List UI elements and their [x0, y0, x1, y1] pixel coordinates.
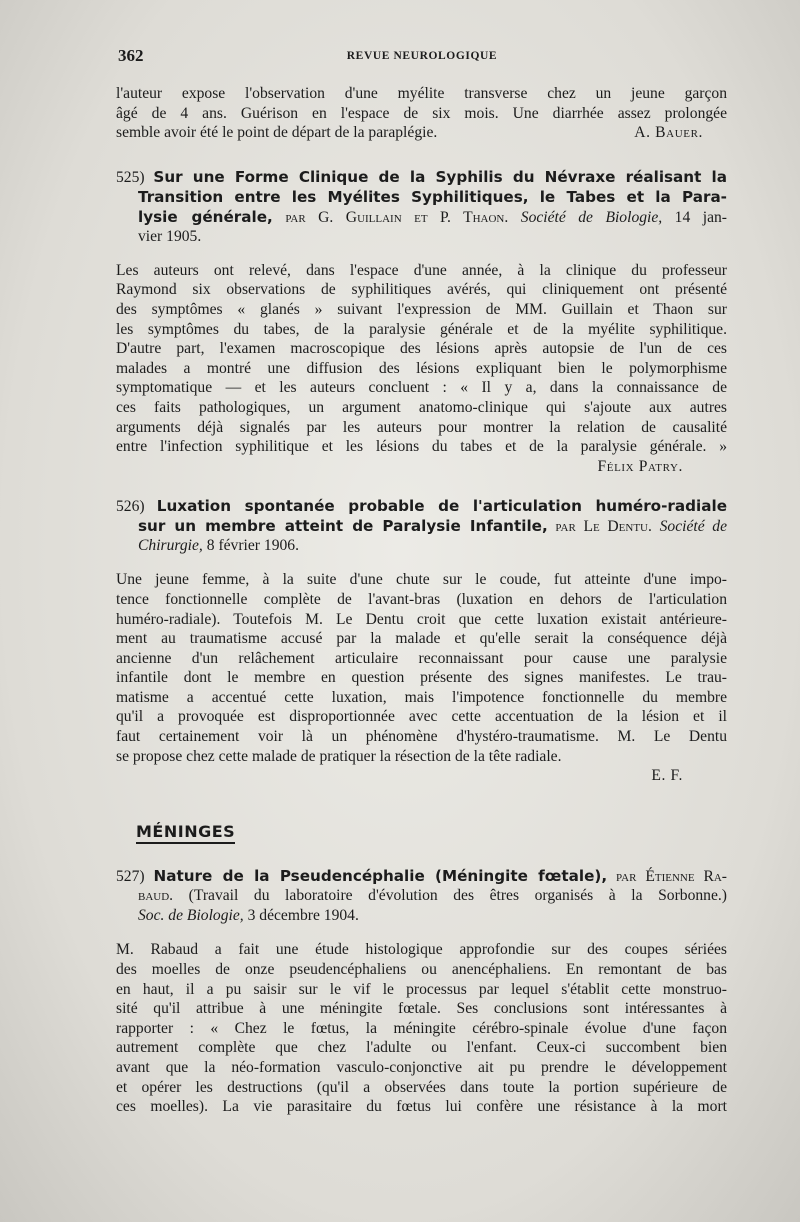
text-line: ancienne d'un relâchement articulaire reconnaissant pour cause une paralysie: [116, 649, 727, 667]
text-line: matisme a accentué cette luxation, mais l'impotence fonctionnelle du membre: [116, 688, 727, 706]
entry-source: Société de: [659, 518, 727, 536]
text-line: l'auteur expose l'observation d'une myélite transverse chez un jeune garçon: [116, 85, 727, 102]
entry-byline: baud.: [138, 887, 174, 905]
text-line: en haut, il a pu saisir sur le vif le processus par lequel s'établit cette monstruo-: [116, 980, 727, 998]
text-line: se propose chez cette malade de pratiquer la résection de la tête radiale.: [116, 747, 562, 765]
signature: A. Bauer.: [634, 124, 703, 142]
entry-title-line: Transition entre les Myélites Syphilitiques, le Tabes et la Para-: [138, 187, 727, 206]
text-line: autrement complète que chez l'adulte ou l'enfant. Ceux-ci succombent bien: [116, 1039, 727, 1057]
text-line: sité qu'il attribue à une méningite fœtale. Ses conclusions sont intéressantes à: [116, 1000, 727, 1018]
entry-note: (Travail du laboratoire d'évolution des êtres organisés à la Sorbonne.): [188, 887, 727, 905]
entry-title-line: sur un membre atteint de Paralysie Infantile,: [138, 517, 548, 536]
entry-number: 525): [116, 168, 145, 186]
text-line: [116, 123, 727, 143]
text-line: avant que la néo-formation vasculo-conjonctive ait pu prendre le développement: [116, 1059, 727, 1076]
text-line: faut certainement voir là un phénomène d'hystéro-traumatisme. M. Le Dentu: [116, 728, 727, 746]
entry-527-body: [116, 940, 727, 1116]
entry-525-body: [116, 261, 727, 477]
entry-526-title: [116, 496, 727, 556]
page-body: [116, 84, 727, 1117]
text-line: les symptômes du tabes, de la paralysie générale et de la myélite syphilitique.: [116, 320, 727, 338]
text-line: arguments déjà signalés par les auteurs pour montrer la relation de causalité: [116, 418, 727, 436]
entry-date: 8 février 1906.: [206, 537, 299, 555]
text-line: tence fonctionnelle complète de l'avant-bras (luxation en dehors de l'articulation: [116, 590, 727, 608]
text-line: ces faits pathologiques, un argument anatomo-clinique qui s'ajoute aux autres: [116, 398, 727, 416]
text-line: malades a montré une diffusion des lésions expliquant bien le polymorphisme: [116, 359, 727, 377]
text-line: rapporter : « Chez le fœtus, la méningite cérébro-spinale évolue d'une façon: [116, 1019, 727, 1037]
text-line: Raymond six observations de syphilitiques avérés, qui cliniquement ont présenté: [116, 281, 727, 299]
text-line: ment au traumatisme accusé par la malade et qu'elle serait la conséquence déjà: [116, 630, 727, 648]
text-line: M. Rabaud a fait une étude histologique approfondie sur des coupes sériées: [116, 941, 727, 959]
entry-source: Chirurgie,: [138, 537, 203, 555]
entry-number: 526): [116, 498, 145, 516]
text-line: Les auteurs ont relevé, dans l'espace d'une année, à la clinique du professeur: [116, 261, 727, 279]
text-line: des symptômes « glanés » suivant l'expression de MM. Guillain et Thaon sur: [116, 300, 727, 318]
text-line: huméro-radiale). Toutefois M. Le Dentu croit que cette luxation existait antérieure-: [116, 610, 727, 628]
entry-525-title: [116, 167, 727, 247]
text-line: infantile dont le membre en question présente des signes manifestes. Le trau-: [116, 669, 727, 687]
section-heading: MÉNINGES: [136, 822, 235, 845]
entry-byline: par G. Guillain et P. Thaon.: [285, 208, 509, 226]
entry-source: Soc. de Biologie,: [138, 907, 244, 925]
entry-title-line: Luxation spontanée probable de l'articulation huméro-radiale: [156, 497, 727, 516]
signature: Félix Patry.: [597, 457, 683, 475]
intro-paragraph: [116, 84, 727, 143]
journal-title: REVUE NEUROLOGIQUE: [346, 50, 498, 62]
entry-date: vier 1905.: [138, 227, 202, 245]
page-number: 362: [118, 46, 144, 65]
signature: E. F.: [651, 767, 683, 785]
entry-title-line: Nature de la Pseudencéphalie (Méningite fœtale),: [153, 867, 608, 886]
text-line: Une jeune femme, à la suite d'une chute sur le coude, fut atteinte d'une impo-: [116, 571, 727, 589]
entry-title-line: lysie générale,: [138, 207, 273, 226]
entry-byline: par Le Dentu.: [555, 518, 652, 536]
entry-date: 3 décembre 1904.: [247, 907, 359, 925]
text-line: qu'il a provoquée est disproportionnée avec cette accentuation de la lésion et il: [116, 708, 727, 726]
entry-title-line: Sur une Forme Clinique de la Syphilis du Névraxe réalisant la: [153, 167, 727, 186]
text-line: ces moelles). La vie parasitaire du fœtus lui confère une résistance à la mort: [116, 1098, 727, 1116]
running-header: [118, 46, 726, 70]
entry-number: 527): [116, 868, 145, 886]
text-line: D'autre part, l'examen macroscopique des lésions après autopsie de l'un de ces: [116, 340, 727, 358]
text-line: entre l'infection syphilitique et les lésions du tabes et de la paralysie générale. »: [116, 438, 727, 456]
text-line: symptomatique — et les auteurs concluent : « Il y a, dans la connaissance de: [116, 379, 727, 397]
text-line-content: semble avoir été le point de départ de la paraplégie.: [116, 124, 438, 142]
entry-527-title: [116, 866, 727, 926]
entry-date: 14 jan-: [674, 208, 727, 226]
entry-526-body: [116, 570, 727, 786]
text-line: âgé de 4 ans. Guérison en l'espace de six mois. Une diarrhée assez prolongée: [116, 104, 727, 122]
entry-source: Société de Biologie,: [520, 208, 663, 226]
entry-byline: par Étienne Ra-: [616, 868, 727, 886]
text-line: des moelles de onze pseudencéphaliens ou anencéphaliens. En remontant de bas: [116, 961, 727, 979]
text-line: et opérer les destructions (qu'il a observées dans toute la portion supérieure de: [116, 1078, 727, 1096]
